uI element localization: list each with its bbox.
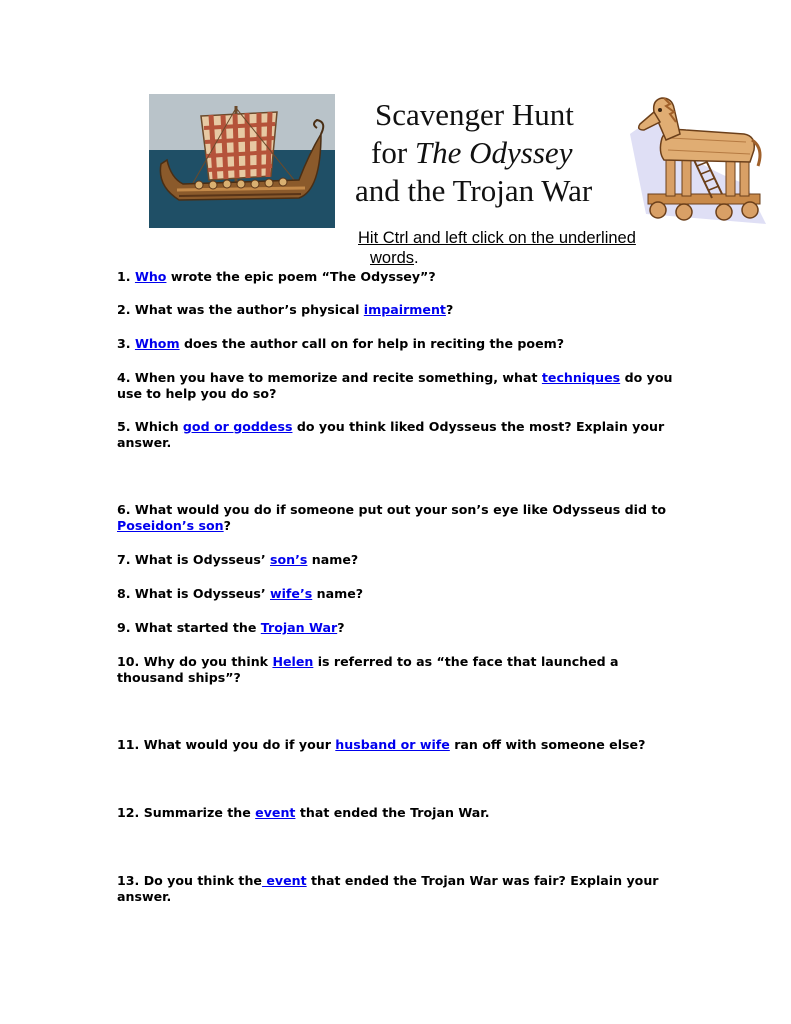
question-text: name?: [312, 586, 364, 601]
question-text: that ended the Trojan War was fair? Explain your answer.: [117, 873, 659, 904]
question-12-link[interactable]: event: [255, 805, 296, 820]
question-text: do you use to help you do so?: [117, 370, 673, 401]
question-11: [117, 737, 677, 753]
title-line-3: and the Trojan War: [355, 173, 593, 208]
viking-ship-illustration: [149, 94, 335, 228]
question-text: ?: [337, 620, 345, 635]
question-text: does the author call on for help in reciting the poem?: [179, 336, 565, 351]
question-6: [117, 502, 677, 534]
question-text: 12. Summarize the: [117, 805, 256, 820]
question-2-link[interactable]: impairment: [363, 302, 446, 317]
question-8: [117, 586, 677, 602]
question-text: 3.: [117, 336, 135, 351]
instruction-word: words: [370, 249, 415, 267]
question-5: [117, 419, 677, 451]
question-7-link[interactable]: son’s: [269, 552, 308, 567]
question-text: 7. What is Odysseus’: [117, 552, 270, 567]
question-text: ?: [445, 302, 454, 317]
title-line-1: Scavenger Hunt: [375, 97, 574, 132]
question-10-link[interactable]: Helen: [272, 654, 314, 669]
question-text: ?: [223, 518, 231, 533]
question-text: 1.: [117, 269, 135, 284]
question-4: [117, 370, 677, 402]
question-9: [117, 620, 677, 636]
question-text: 2. What was the author’s physical: [117, 302, 364, 317]
question-text: ran off with someone else?: [449, 737, 646, 752]
question-7: [117, 552, 677, 568]
question-10: [117, 654, 677, 686]
title-line-2-italic: The Odyssey: [414, 135, 573, 170]
question-text: that ended the Trojan War.: [295, 805, 490, 820]
title-line-2-prefix: for: [371, 135, 415, 170]
question-3-link[interactable]: Whom: [134, 336, 180, 351]
question-1: [117, 269, 677, 285]
question-4-link[interactable]: techniques: [541, 370, 621, 385]
question-11-link[interactable]: husband or wife: [335, 737, 450, 752]
question-text: do you think liked Odysseus the most? Explain your answer.: [117, 419, 665, 450]
question-2: [117, 302, 677, 318]
question-text: 10. Why do you think: [117, 654, 273, 669]
question-13: [117, 873, 677, 905]
question-text: 4. When you have to memorize and recite something, what: [117, 370, 542, 385]
instruction-line-2: [358, 248, 678, 268]
question-1-link[interactable]: Who: [134, 269, 167, 284]
question-text: is referred to as “the face that launched a thousand ships”?: [117, 654, 619, 685]
question-text: 5. Which: [117, 419, 183, 434]
question-12: [117, 805, 677, 821]
question-9-link[interactable]: Trojan War: [260, 620, 338, 635]
question-6-link[interactable]: Poseidon’s son: [117, 518, 224, 533]
title-line-2: [355, 134, 645, 172]
question-text: 6. What would you do if someone put out your son’s eye like Odysseus did to: [117, 502, 667, 517]
question-text: wrote the epic poem “The Odyssey”?: [166, 269, 436, 284]
question-8-link[interactable]: wife’s: [269, 586, 313, 601]
question-13-link[interactable]: event: [261, 873, 307, 888]
page-title: [355, 96, 645, 210]
question-5-link[interactable]: god or goddess: [182, 419, 293, 434]
instruction-line: Hit Ctrl and left click on the underlined: [358, 229, 636, 247]
question-3: [117, 336, 677, 352]
question-text: 9. What started the: [117, 620, 261, 635]
question-text: 11. What would you do if your: [117, 737, 336, 752]
question-text: 8. What is Odysseus’: [117, 586, 270, 601]
trojan-horse-illustration: [626, 94, 768, 226]
instructions: [358, 228, 678, 268]
question-text: name?: [307, 552, 359, 567]
instruction-period: .: [414, 249, 419, 267]
question-text: 13. Do you think the: [117, 873, 262, 888]
